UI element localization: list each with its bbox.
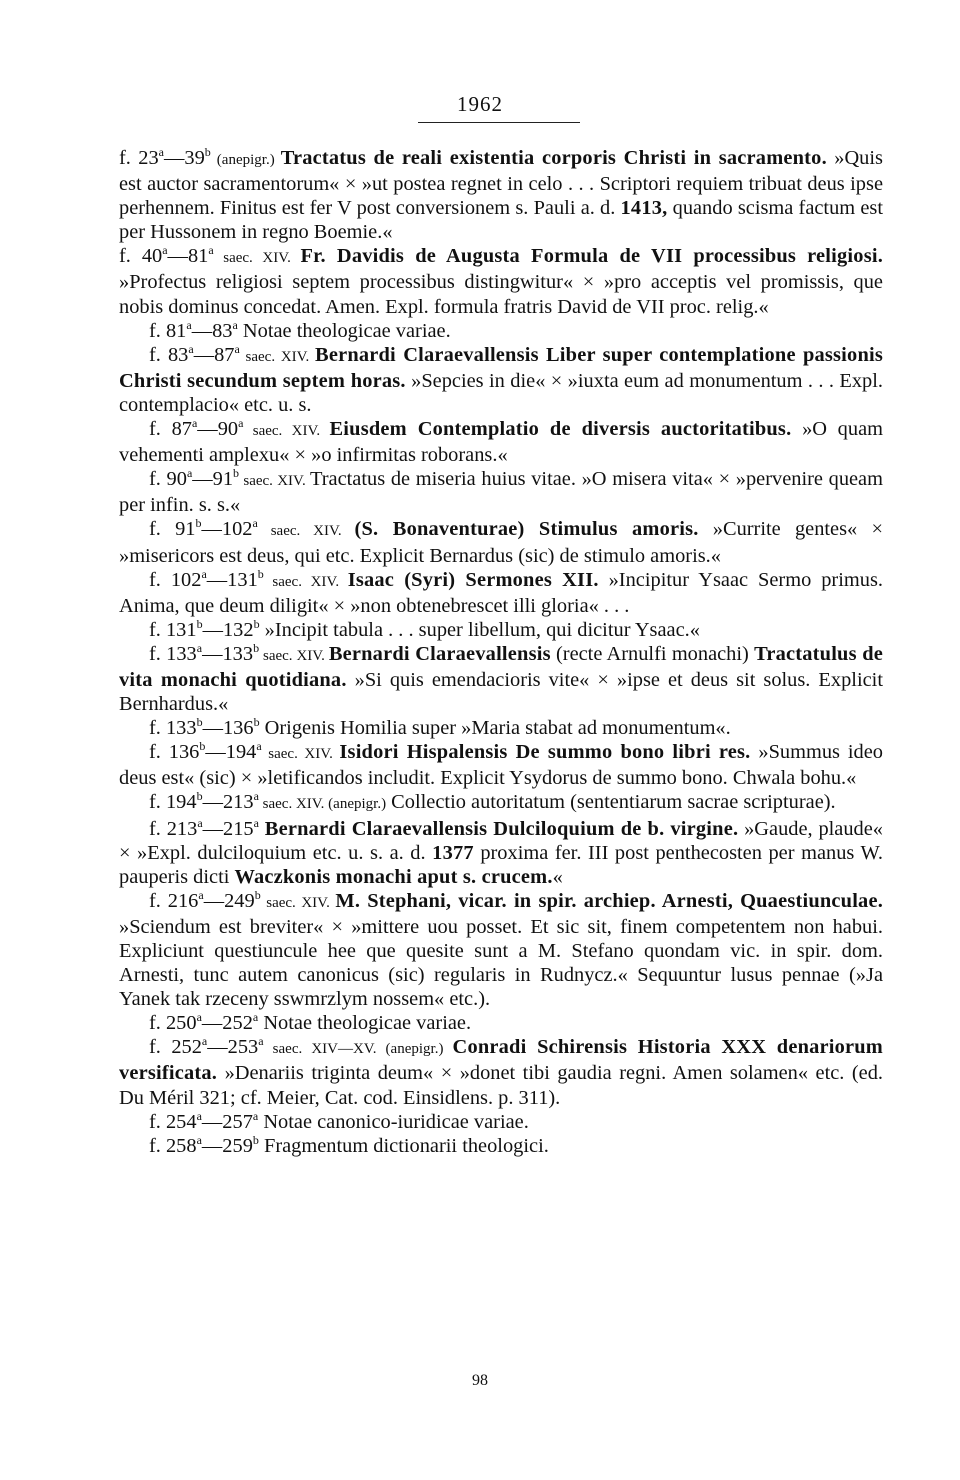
entry-title: Eiusdem Contemplatio de diversis auctoritatibus. [329, 418, 792, 441]
entry-text: f. 133 [149, 642, 197, 665]
entry-text: —252 [201, 1012, 253, 1035]
entry-title: Tractatus de reali existentia corporis Christi in sacramento. [280, 147, 827, 169]
entry-text: —81 [167, 245, 209, 268]
entry-title: Bernardi Claraevallensis Dulciloquium de b. virgine. [264, 817, 739, 840]
folio-side: a [256, 739, 262, 754]
folio-side: a [252, 1010, 259, 1025]
folio-side: b [233, 466, 240, 481]
folio-side: a [252, 1108, 259, 1123]
entry-text: —253 [207, 1036, 259, 1059]
folio-side: b [204, 145, 211, 159]
folio-side: a [191, 416, 198, 431]
catalog-entry [119, 1035, 883, 1109]
entry-text: »Quis est auctor sacramentorum« × »ut postea regnet in celo . . . Scriptori requiem tribuat deus ipse perhennem. Finitus est fer V post conversionem s. Pauli a. d. [119, 147, 883, 220]
entry-text: f. 133 [149, 717, 197, 740]
entry-text: saec. XIV. [263, 573, 348, 590]
entry-text: —194 [205, 741, 257, 764]
folio-side: b [257, 566, 264, 581]
folio-side: a [253, 815, 259, 830]
catalog-entry [119, 817, 883, 889]
entry-text: —257 [201, 1110, 253, 1133]
entry-text: saec. XIV—XV. (anepigr.) [263, 1041, 453, 1058]
folio-side: b [196, 789, 203, 804]
catalog-entry [119, 618, 883, 642]
folio-side: a [198, 887, 204, 902]
entry-text: f. 136 [149, 741, 200, 764]
folio-side: a [232, 317, 238, 332]
folio-side: a [234, 341, 240, 356]
folio-side: a [238, 416, 244, 431]
entry-text: f. 213 [149, 817, 198, 840]
entry-title: Isaac (Syri) Sermones XII. [347, 568, 599, 591]
entry-text: saec. XIV. [259, 647, 329, 664]
entry-text: »Profectus religiosi septem processibus distingwitur« × »pro acceptis vel promissis, que nobis dominus concedat. Amen. Expl. formula fratris David de VII proc. relig.« [119, 271, 883, 318]
catalog-entry [119, 343, 883, 417]
entry-text: f. 250 [149, 1012, 197, 1035]
entry-text: »Si quis emendacioris vite« × »ipse et deus sit solus. Explicit Bernhardus.« [119, 668, 883, 716]
entry-title: 1413, [620, 197, 668, 220]
entry-text: f. 216 [149, 889, 199, 912]
entry-text: quando scisma factum est per Hussonem in regno Boemie.« [119, 197, 883, 244]
folio-side: a [258, 1034, 264, 1049]
entry-text: —39 [163, 147, 205, 169]
folio-side: b [196, 715, 203, 730]
entry-text: Notae theologicae variae. [258, 1012, 472, 1035]
entry-text: —132 [202, 618, 254, 641]
catalog-entry [119, 790, 883, 816]
entry-title: M. Stephani, vicar. in spir. archiep. Arnesti, Quaestiunculae. [335, 889, 884, 912]
entry-text: f. 23 [119, 147, 159, 169]
entry-text: »Currite gentes« × »misericors est deus, qui etc. Explicit Bernardus (sic) de stimulo amoris.« [119, 518, 883, 567]
folio-side: a [186, 317, 192, 332]
entry-text: saec. XIV. [243, 423, 330, 440]
entry-text: Collectio autoritatum (sententiarum sacrae scripturae). [386, 791, 836, 814]
entry-text: Tractatus de miseria huius vitae. »O misera vita« × »pervenire queam per infin. s. s.« [119, 468, 883, 517]
catalog-entry [119, 642, 883, 716]
folio-side: b [199, 739, 206, 754]
catalog-entries [119, 146, 883, 1158]
folio-side: a [208, 243, 214, 258]
folio-side: b [253, 640, 260, 655]
folio-side: a [196, 1132, 202, 1147]
folio-side: b [252, 1132, 259, 1147]
folio-side: a [196, 1108, 202, 1123]
catalog-entry [119, 1011, 883, 1035]
catalog-entry [119, 1134, 883, 1158]
entry-title: Waczkonis monachi aput s. crucem. [234, 865, 553, 888]
page-number-header: 1962 [457, 92, 503, 116]
folio-side: b [254, 887, 261, 902]
entry-text: saec. XIV. [257, 523, 355, 540]
entry-text: f. 90 [149, 468, 187, 491]
catalog-entry [119, 417, 883, 467]
folio-side: a [197, 815, 203, 830]
entry-text: f. 102 [149, 568, 202, 591]
folio-side: a [188, 341, 194, 356]
entry-text: »Incipit tabula . . . super libellum, qui dicitur Ysaac.« [259, 618, 700, 641]
catalog-entry [119, 1110, 883, 1134]
entry-text: saec. XIV. (anepigr.) [258, 796, 387, 813]
catalog-entry [119, 146, 883, 244]
entry-text: Fragmentum dictionarii theologici. [258, 1134, 549, 1157]
folio-side: b [253, 715, 260, 730]
catalog-entry [119, 568, 883, 618]
entry-text: f. 81 [149, 319, 187, 342]
entry-text: —215 [202, 817, 254, 840]
folio-side: a [186, 466, 193, 481]
entry-text: —249 [203, 889, 255, 912]
entry-text: —90 [197, 418, 239, 441]
entry-text: »O quam vehementi amplexu« × »o infirmitas roborans.« [119, 418, 883, 467]
entry-text: f. 83 [149, 343, 189, 366]
entry-text: —87 [193, 343, 235, 366]
folio-side: b [253, 616, 260, 631]
catalog-entry [119, 716, 883, 740]
entry-text: »Denariis triginta deum« × »donet tibi gaudia regni. Amen solamen« etc. (ed. Du Méril 321; cf. Meier, Cat. cod. Einsidlens. p. 311). [119, 1062, 883, 1109]
entry-text: proxima fer. III post penthecosten per manus W. pauperis dicti [119, 841, 883, 888]
entry-title: 1377 [432, 841, 474, 864]
entry-text: Origenis Homilia super »Maria stabat ad monumentum«. [259, 717, 731, 740]
entry-text: —136 [202, 717, 254, 740]
page-number-footer: 98 [472, 1372, 488, 1389]
entry-text: « [552, 865, 563, 888]
entry-text: »Incipitur Ysaac Sermo primus. Anima, que deum diligit« × »non obtenebrescet illi gloria« . . . [119, 568, 883, 617]
catalog-entry [119, 319, 883, 343]
folio-side: a [196, 640, 203, 655]
catalog-entry [119, 467, 883, 517]
entry-text: (recte Arnulfi monachi) [550, 642, 755, 665]
entry-title: Bernardi Claraevallensis Liber super contemplatione passionis Christi secundum septem horas. [119, 343, 883, 392]
folio-side: a [201, 566, 207, 581]
entry-text: »Sepcies in die« × »iuxta eum ad monumentum . . . Expl. contemplacio« etc. u. s. [119, 369, 883, 416]
entry-text: saec. XIV. [239, 348, 316, 365]
entry-text: saec. XIV. [239, 473, 311, 490]
entry-text: »Sciendum est breviter« × »mittere uou posset. Et sic sit, finem competentem non habui. Expliciunt questiuncule hee que quesite sunt a M. Stefano quondam vic. in spir. dom. Arnesti, tunc autem canonicus (sic) regularis in Rudnycz.« Sequuntur lusus pennae (»Ja Yanek tak rzeceny sswmrzlym nossem« etc.). [119, 915, 883, 1011]
catalog-entry [119, 244, 883, 318]
entry-text: —91 [192, 468, 234, 491]
folio-side: a [158, 145, 164, 159]
catalog-entry [119, 740, 883, 790]
entry-text: —213 [202, 791, 254, 814]
entry-text: f. 194 [149, 791, 197, 814]
entry-text: saec. XIV. [213, 250, 301, 267]
entry-text: —102 [201, 518, 253, 541]
catalog-entry [119, 889, 883, 1011]
entry-text: —259 [201, 1134, 253, 1157]
folio-side: a [196, 1010, 202, 1025]
entry-title: Bernardi Claraevallensis [328, 642, 551, 665]
entry-text: f. 252 [149, 1036, 202, 1059]
entry-title: (S. Bonaventurae) Stimulus amoris. [354, 518, 699, 541]
folio-side: a [162, 243, 168, 258]
folio-side: b [195, 516, 202, 531]
entry-text: f. 258 [149, 1134, 197, 1157]
entry-text: saec. XIV. [260, 894, 336, 911]
entry-text: Notae theologicae variae. [237, 319, 451, 342]
entry-text: f. 40 [119, 245, 163, 268]
entry-text: »Summus ideo deus est« (sic) × »letificandos includit. Explicit Ysydorus de summo bono. Chwala bohu.« [119, 741, 883, 790]
entry-text: Notae canonico-iuridicae variae. [258, 1110, 529, 1133]
folio-side: b [196, 616, 203, 631]
entry-title: Isidori Hispalensis De summo bono libri res. [339, 741, 751, 764]
entry-text: f. 254 [149, 1110, 197, 1133]
entry-text: (anepigr.) [210, 152, 281, 168]
entry-text: —131 [206, 568, 258, 591]
entry-title: Tractatulus de vita monachi quotidiana. [119, 642, 883, 691]
entry-text: f. 87 [149, 418, 192, 441]
entry-text: saec. XIV. [261, 746, 340, 763]
entry-title: Fr. Davidis de Augusta Formula de VII processibus religiosi. [300, 245, 883, 268]
folio-side: a [252, 516, 258, 531]
entry-text: f. 131 [149, 618, 197, 641]
entry-title: Conradi Schirensis Historia XXX denariorum versificata. [119, 1036, 883, 1085]
entry-text: —83 [191, 319, 233, 342]
entry-text: —133 [202, 642, 254, 665]
catalog-entry [119, 517, 883, 567]
folio-side: a [201, 1034, 208, 1049]
entry-text: »Gaude, plaude« × »Expl. dulciloquium etc. u. s. a. d. [119, 817, 883, 864]
folio-side: a [253, 789, 259, 804]
header-rule [418, 122, 580, 123]
entry-text: f. 91 [149, 518, 196, 541]
